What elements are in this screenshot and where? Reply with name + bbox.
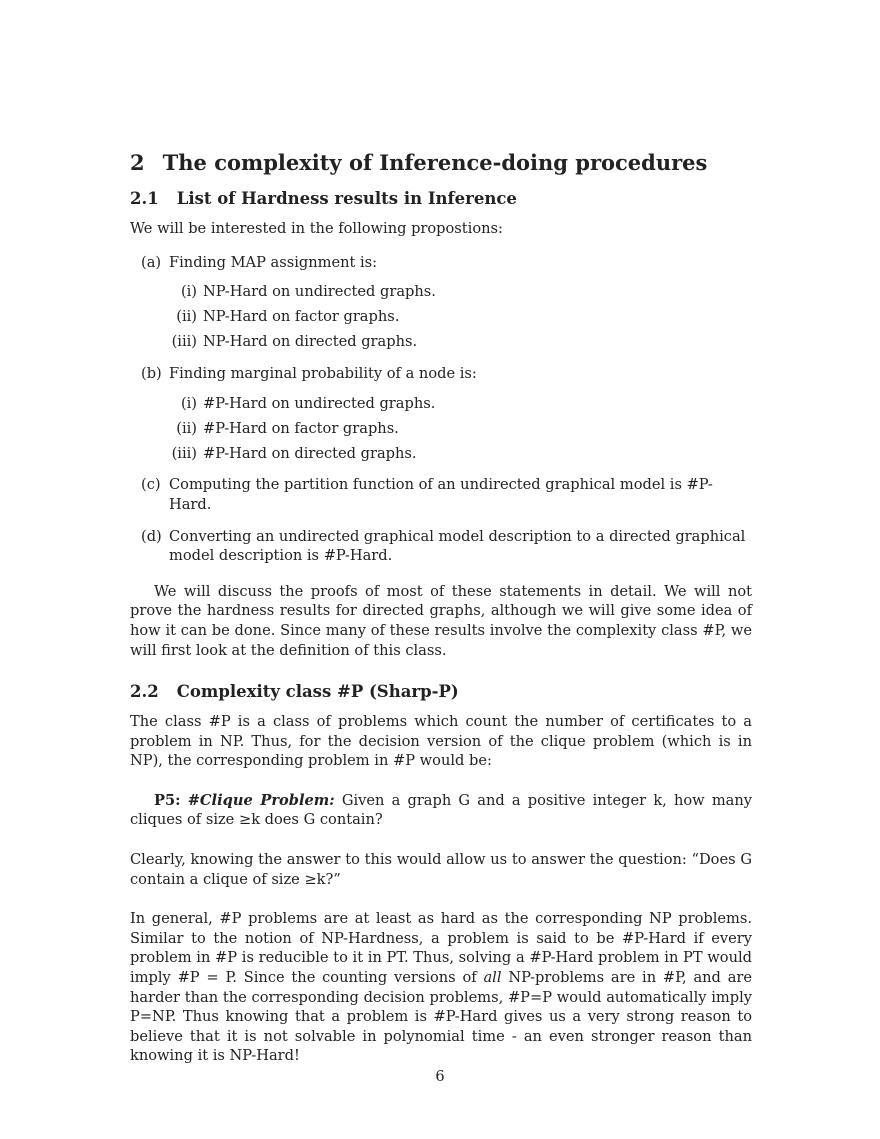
list-item bbox=[130, 475, 752, 514]
page-number: 6 bbox=[435, 1068, 445, 1085]
subsection-title: Complexity class #P (Sharp-P) bbox=[176, 682, 459, 702]
page-content bbox=[130, 150, 752, 1066]
p5-label: P5: bbox=[154, 791, 181, 809]
sub-list-text: #P-Hard on factor graphs. bbox=[203, 419, 399, 437]
hardness-text-part-2: NP-problems are in #P, and are harder than the corresponding decision problems, #P=P would automatically imply P=NP. Thus knowing that a problem is #P-Hard gives us a very strong reason to believe that it is not solvable in polynomial time - an even stronger reason than knowing it is NP-Hard! bbox=[130, 969, 753, 1065]
clique-question-paragraph: Clearly, knowing the answer to this would allow us to answer the question: “Does G contain a clique of size ≥k?” bbox=[130, 851, 752, 888]
hardness-text-part-1: In general, #P problems are at least as hard as the corresponding NP problems. Similar to the notion of NP-Hardness, a problem is said to be #P-Hard if every problem in #P is reducible to it in PT. Thus, solving a #P-Hard problem in PT would imply #P = P. Since the counting versions of bbox=[130, 910, 752, 987]
sub-list-item bbox=[169, 307, 752, 327]
subsection-number: 2.2 bbox=[130, 682, 159, 702]
sub-list-text: NP-Hard on factor graphs. bbox=[203, 308, 400, 326]
sub-list-text: NP-Hard on directed graphs. bbox=[203, 333, 418, 351]
subsection-heading-2-1 bbox=[130, 189, 752, 208]
sub-list bbox=[169, 282, 752, 352]
sub-list-item bbox=[169, 444, 752, 464]
sub-list-item bbox=[169, 394, 752, 414]
p5-problem-name: #Clique Problem: bbox=[187, 791, 335, 809]
list-text: Converting an undirected graphical model description to a directed graphical model description is #P-Hard. bbox=[169, 527, 746, 565]
section-number: 2 bbox=[130, 150, 145, 175]
section-heading bbox=[130, 150, 752, 175]
sharp-p-definition-paragraph: The class #P is a class of problems which count the number of certificates to a problem in NP. Thus, for the decision version of the clique problem (which is in NP), the corresponding problem in #P would be: bbox=[130, 713, 752, 770]
discussion-paragraph: We will discuss the proofs of most of these statements in detail. We will not prove the hardness results for directed graphs, although we will give some idea of how it can be done. Since many of these results involve the complexity class #P, we will first look at the definition of this class. bbox=[130, 582, 752, 659]
sub-list-label: (ii) bbox=[176, 308, 197, 326]
sub-list-text: NP-Hard on undirected graphs. bbox=[203, 283, 436, 301]
subsection-title: List of Hardness results in Inference bbox=[176, 189, 517, 208]
list-label: (c) bbox=[141, 476, 161, 494]
p5-problem-text: Given a graph G and a positive integer k, how many cliques of size ≥k does G contain? bbox=[130, 791, 753, 829]
sub-list-item bbox=[169, 282, 752, 302]
list-text: Finding MAP assignment is: bbox=[169, 253, 378, 271]
sub-list-label: (iii) bbox=[171, 333, 197, 351]
list-item bbox=[130, 364, 752, 463]
sub-list-item bbox=[169, 419, 752, 439]
list-label: (b) bbox=[141, 364, 162, 382]
sub-list-label: (i) bbox=[180, 394, 197, 412]
list-item bbox=[130, 527, 752, 566]
sub-list-text: #P-Hard on directed graphs. bbox=[203, 444, 417, 462]
list-label: (d) bbox=[141, 527, 162, 545]
list-text: Computing the partition function of an undirected graphical model is #P-Hard. bbox=[169, 476, 713, 513]
sub-list-item bbox=[169, 332, 752, 352]
subsection-heading-2-2 bbox=[130, 682, 752, 701]
p5-problem-statement bbox=[130, 791, 752, 830]
sub-list bbox=[169, 394, 752, 464]
section-title: The complexity of Inference-doing procedures bbox=[162, 150, 708, 175]
list-text: Finding marginal probability of a node is: bbox=[169, 364, 477, 382]
sub-list-label: (iii) bbox=[171, 444, 197, 462]
propositions-list bbox=[130, 253, 752, 566]
emphasis-all: all bbox=[483, 969, 502, 987]
sub-list-label: (i) bbox=[180, 283, 197, 301]
list-item bbox=[130, 253, 752, 352]
list-label: (a) bbox=[141, 253, 162, 271]
intro-paragraph: We will be interested in the following propostions: bbox=[130, 220, 503, 237]
subsection-number: 2.1 bbox=[130, 189, 159, 208]
sub-list-label: (ii) bbox=[176, 419, 197, 437]
sub-list-text: #P-Hard on undirected graphs. bbox=[203, 394, 436, 412]
hardness-paragraph bbox=[130, 909, 752, 1066]
